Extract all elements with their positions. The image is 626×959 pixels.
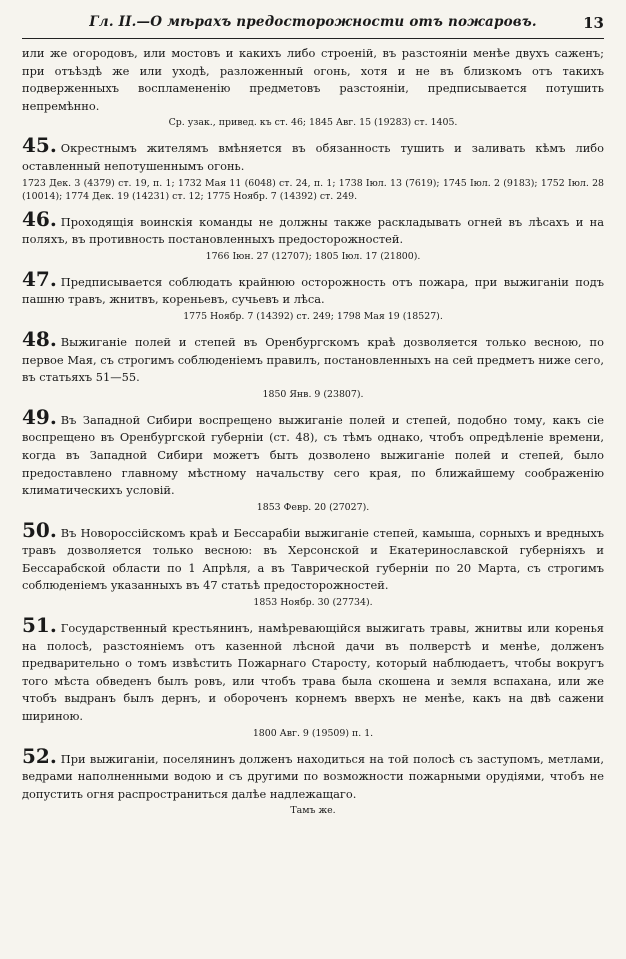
- article-text: При выжиганіи, поселянинъ долженъ находиться на той полосѣ съ заступомъ, метлами, ведрами наполненными водою и съ другими по возможности пожарными орудіями, чтобъ не допустить огня распространиться далѣе надлежащаго.: [22, 751, 604, 801]
- article-number: 45.: [22, 133, 57, 158]
- article-text: Проходящія воинскія команды не должны также раскладывать огней въ лѣсахъ и на поляхъ, въ противность постановленныхъ предосторожностей.: [22, 214, 604, 247]
- header-rule: [22, 38, 604, 39]
- page-number: 13: [583, 14, 604, 32]
- intro-block: [22, 45, 604, 129]
- article-49: [22, 404, 604, 514]
- article-reference: 1850 Янв. 9 (23807).: [262, 388, 364, 400]
- article-reference: 1853 Февр. 20 (27027).: [256, 501, 370, 513]
- article-text: Предписывается соблюдать крайнюю осторожность отъ пожара, при выжиганіи подъ пашню травъ, жнитвъ, кореньевъ, сучьевъ и лѣса.: [22, 274, 604, 307]
- article-number: 46.: [22, 206, 57, 231]
- article-47: [22, 266, 604, 323]
- article-number: 51.: [22, 613, 57, 638]
- chapter-title: Гл. II.—О мѣрахъ предосторожности отъ пожаровъ.: [89, 14, 537, 30]
- article-text: Въ Западной Сибири воспрещено выжиганіе полей и степей, подобно тому, какъ сіе воспрещено въ Оренбургской губерніи (ст. 48), съ тѣмъ однако, чтобъ опредѣленіе времени, когда въ Западной Сибири можетъ быть дозволено выжиганіе полей и степей, было предоставлено главному мѣстному начальству сего края, по ближайшему соображенію климатическихъ условій.: [22, 412, 604, 498]
- article-46: [22, 206, 604, 263]
- article-text: Въ Новороссійскомъ краѣ и Бессарабіи выжиганіе степей, камыша, сорныхъ и вредныхъ травъ дозволяется только весною: въ Херсонской и Екатеринославской губерніяхъ и Бессарабской области по 1 Апрѣля, а въ Таврической губерніи по 20 Марта, съ строгимъ соблюденіемъ указанныхъ въ 47 статьѣ предосторожностей.: [22, 525, 604, 593]
- article-reference: 1775 Ноябр. 7 (14392) ст. 249; 1798 Мая 19 (18527).: [183, 310, 443, 322]
- article-text: Окрестнымъ жителямъ вмѣняется въ обязанность тушить и заливать кѣмъ либо оставленный непотушеннымъ огонь.: [22, 141, 604, 173]
- article-48: [22, 326, 604, 401]
- article-number: 52.: [22, 743, 57, 768]
- article-50: [22, 517, 604, 609]
- article-45: [22, 133, 604, 202]
- article-52: [22, 743, 604, 818]
- article-reference: Тамъ же.: [290, 805, 336, 817]
- article-reference: 1723 Дек. 3 (4379) ст. 19, п. 1; 1732 Мая 11 (6048) ст. 24, п. 1; 1738 Іюл. 13 (7619); 1745 Іюл. 2 (9183); 1752 Іюл. 28 (10014); 1774 Дек. 19 (14231) ст. 12; 1775 Ноябр. 7 (14392) ст. 249.: [22, 177, 604, 202]
- article-text: Выжиганіе полей и степей въ Оренбургскомъ краѣ дозволяется только весною, по первое Мая, съ строгимъ соблюденіемъ правилъ, постановленныхъ на сей предметъ ниже сего, въ статьяхъ 51—55.: [22, 334, 604, 385]
- article-51: [22, 613, 604, 740]
- running-header: [22, 14, 604, 36]
- article-text: Государственный крестьянинъ, намѣревающійся выжигать травы, жнитвы или коренья на полосѣ, разстояніемъ отъ казенной лѣсной дачи въ полверстѣ и менѣе, долженъ предварительно о томъ извѣстить Пожарнаго Старосту, который наблюдаетъ, чтобы вокругъ того мѣста обведенъ былъ ровъ, или чтобъ трава была скошена и земля вспахана, или же чтобъ выдранъ былъ дернъ, и обороченъ корнемъ вверхъ не менѣе, какъ на двѣ сажени шириною.: [22, 621, 604, 724]
- article-number: 49.: [22, 404, 57, 429]
- intro-reference: Ср. узак., привед. къ ст. 46; 1845 Авг. 15 (19283) ст. 1405.: [168, 117, 458, 129]
- article-number: 47.: [22, 266, 57, 291]
- article-reference: 1853 Ноябр. 30 (27734).: [253, 597, 373, 609]
- article-number: 50.: [22, 517, 57, 542]
- article-reference: 1766 Іюн. 27 (12707); 1805 Іюл. 17 (21800).: [205, 250, 421, 262]
- article-reference: 1800 Авг. 9 (19509) п. 1.: [252, 727, 374, 739]
- intro-text: или же огородовъ, или мостовъ и какихъ либо строеній, въ разстояніи менѣе двухъ саженъ; при отъѣздѣ же или уходѣ, разложенный огонь, хотя и не въ близкомъ отъ такихъ подверженныхъ воспламененію предметовъ разстояніи, предписывается потушить непремѣнно.: [22, 46, 604, 113]
- article-number: 48.: [22, 326, 57, 351]
